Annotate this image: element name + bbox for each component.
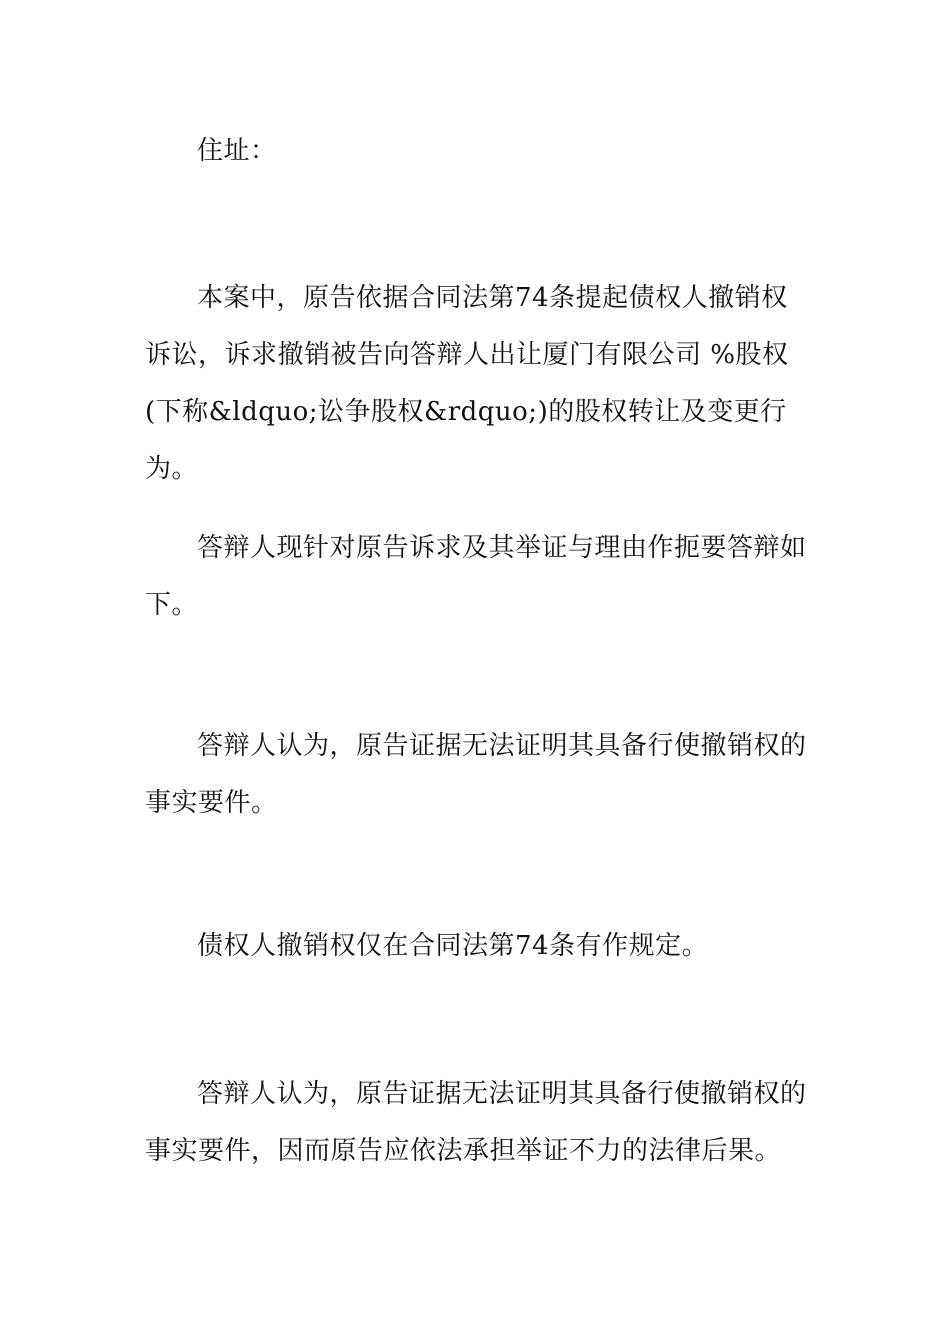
address-paragraph: 住址： xyxy=(197,136,277,166)
conclusion-paragraph: 答辩人认为，原告证据无法证明其具备行使撤销权的事实要件，因而原告应依法承担举证不力的法律后果。 xyxy=(145,1079,807,1166)
defense-argument-paragraph: 答辩人认为，原告证据无法证明其具备行使撤销权的事实要件。 xyxy=(145,731,807,818)
defense-intro-paragraph: 答辩人现针对原告诉求及其举证与理由作扼要答辩如下。 xyxy=(145,533,807,620)
case-summary-paragraph: 本案中，原告依据合同法第74条提起债权人撤销权诉讼，诉求撤销被告向答辩人出让厦门有限公司 %股权(下称&ldquo;讼争股权&rdquo;)的股权转让及变更行为。 xyxy=(145,283,789,484)
legal-basis-paragraph: 债权人撤销权仅在合同法第74条有作规定。 xyxy=(197,931,709,961)
